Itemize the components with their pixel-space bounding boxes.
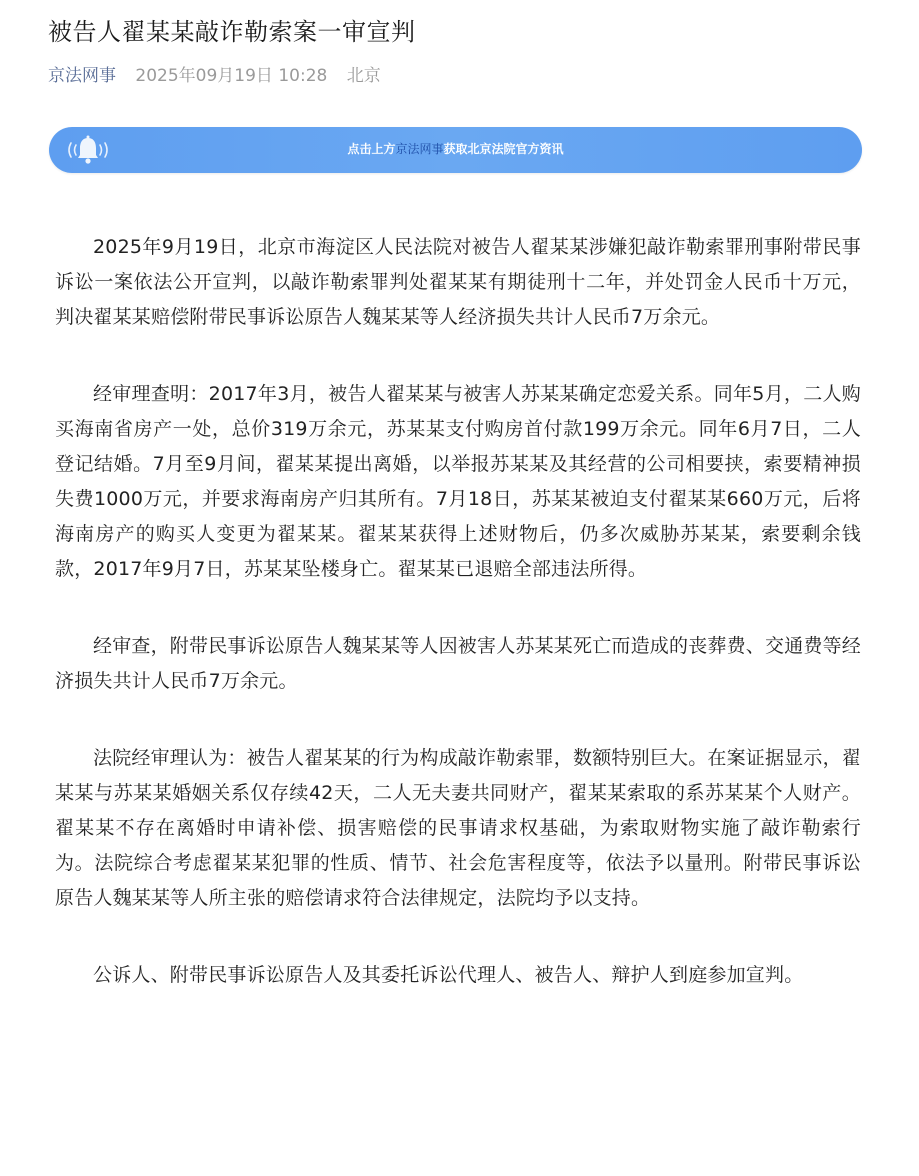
- article-meta: [48, 64, 381, 88]
- paragraph-civil-claim: 经审查，附带民事诉讼原告人魏某某等人因被害人苏某某死亡而造成的丧葬费、交通费等经济损失共计人民币7万余元。: [55, 635, 862, 692]
- banner-account-highlight[interactable]: 京法网事: [395, 142, 444, 156]
- banner-prefix: 点击上方: [347, 142, 396, 156]
- publish-location: 北京: [346, 66, 381, 86]
- paragraph-attendance: 公诉人、附带民事诉讼原告人及其委托诉讼代理人、被告人、辩护人到庭参加宣判。: [93, 964, 804, 986]
- article-title: 被告人翟某某敲诈勒索案一审宣判: [48, 18, 416, 46]
- banner-suffix: 获取北京法院官方资讯: [443, 142, 564, 156]
- article-body: [55, 230, 861, 1035]
- banner-text: [49, 139, 862, 159]
- follow-banner[interactable]: [49, 127, 862, 173]
- account-name-link[interactable]: 京法网事: [48, 66, 116, 86]
- paragraph-court-opinion: 法院经审理认为：被告人翟某某的行为构成敲诈勒索罪，数额特别巨大。在案证据显示，翟某某与苏某某婚姻关系仅存续42天，二人无夫妻共同财产，翟某某索取的系苏某某个人财产。翟某某不存在离婚时申请补偿、损害赔偿的民事请求权基础，为索取财物实施了敲诈勒索行为。法院综合考虑翟某某犯罪的性质、情节、社会危害程度等，依法予以量刑。附带民事诉讼原告人魏某某等人所主张的赔偿请求符合法律规定，法院均予以支持。: [55, 747, 862, 909]
- paragraph-verdict: 2025年9月19日，北京市海淀区人民法院对被告人翟某某涉嫌犯敲诈勒索罪刑事附带民事诉讼一案依法公开宣判，以敲诈勒索罪判处翟某某有期徒刑十二年，并处罚金人民币十万元，判决翟某某赔偿附带民事诉讼原告人魏某某等人经济损失共计人民币7万余元。: [55, 236, 861, 328]
- paragraph-facts: 经审理查明：2017年3月，被告人翟某某与被害人苏某某确定恋爱关系。同年5月，二人购买海南省房产一处，总价319万余元，苏某某支付购房首付款199万余元。同年6月7日，二人登记结婚。7月至9月间，翟某某提出离婚，以举报苏某某及其经营的公司相要挟，索要精神损失费1000万元，并要求海南房产归其所有。7月18日，苏某某被迫支付翟某某660万元，后将海南房产的购买人变更为翟某某。翟某某获得上述财物后，仍多次威胁苏某某，索要剩余钱款，2017年9月7日，苏某某坠楼身亡。翟某某已退赔全部违法所得。: [55, 383, 861, 580]
- publish-datetime: 2025年09月19日 10:28: [135, 66, 328, 86]
